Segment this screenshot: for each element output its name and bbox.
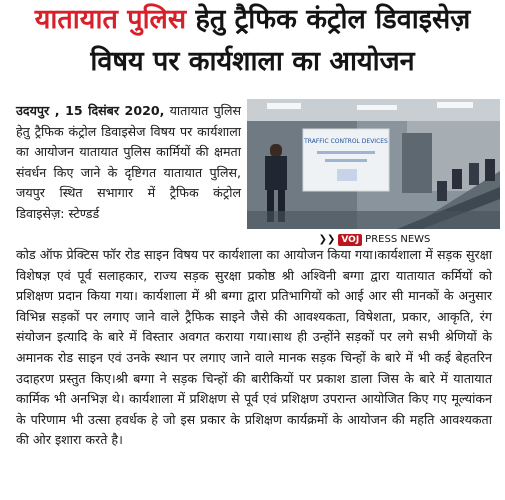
article-lead (16, 101, 241, 225)
headline-line-2: विषय पर कार्यशाला का आयोजन (90, 46, 415, 77)
lead-text: यातायात पुलिस हेतु ट्रैफिक कंट्रोल डिवाइसेज विषय पर कार्यशाला का आयोजन यातायात पुलिस कार्मियों की क्षमता संवर्धन किए जाने के दृष्टिगत यातायात पुलिस, जयपुर स्थित सभागार में ट्रैफिक कंट्रोल डिवाइसेज़: स्टेण्डर्ड (16, 103, 241, 221)
article-body: कोड ऑफ प्रेक्टिस फॉर रोड साइन विषय पर कार्यशाला का आयोजन किया गया।कार्यशाला में सड़क सुरक्षा विशेषज्ञ एवं पूर्व सलाहकार, राज्य सड़क सुरक्षा प्रकोष्ठ श्री अश्विनी बग्गा द्वारा यातायात कर्मियों को प्रशिक्षण प्रदान किया गया। कार्यशाला में श्री बग्गा द्वारा प्रतिभागियों को आई आर सी मानकों के अनुसार विभिन्न सड़कों पर लगाए जाने वाले ट्रैफिक साइने जैसे की आवश्यकता, विषेशता, प्रकार, आकृति, रंग संयोजन इत्यादि के बारे में विस्तार अवगत कराया गया।साथ ही उन्होंने सड़कों पर लगे सभी श्रेणियों के अमानक रोड साइन एवं उनके स्थान पर लगाए जाने वाले मानक सड़क चिन्हों के बारे में भी कई बेहतरिन उदाहरण प्रस्तुत किए।श्री बग्गा ने सड़क चिन्हों की बारीकियों पर प्रकाश डाला जिस के बारे में यातायात कार्मिक भी अनभिज्ञ थे। कार्यशाला में प्रशिक्षण से पूर्व एवं प्रशिक्षण उपरान्त आयोजित किए गए मूल्यांकन के परिणाम भी उत्सा हवर्धक हे जो इस प्रकार के प्रशिक्षण कार्यक्रमों के आयोजन की महति आवश्यकता की ओर इशारा करते है। (16, 247, 492, 448)
screen-title: TRAFFIC CONTROL DEVICES (304, 138, 388, 145)
headline-rest: हेतु ट्रैफिक कंट्रोल डिवाइसेज़ (195, 4, 471, 35)
workshop-photo (247, 99, 500, 229)
dateline: उदयपुर , 15 दिसंबर 2020, (16, 103, 165, 118)
press-news-logo: ❯❯ (318, 234, 336, 245)
headline-highlight: यातायात पुलिस (34, 4, 187, 35)
workshop-photo-illustration (247, 99, 500, 229)
press-news-label: PRESS NEWS (365, 234, 431, 245)
voj-logo: VOJ (338, 234, 362, 246)
headline-line-1 (0, 2, 505, 38)
